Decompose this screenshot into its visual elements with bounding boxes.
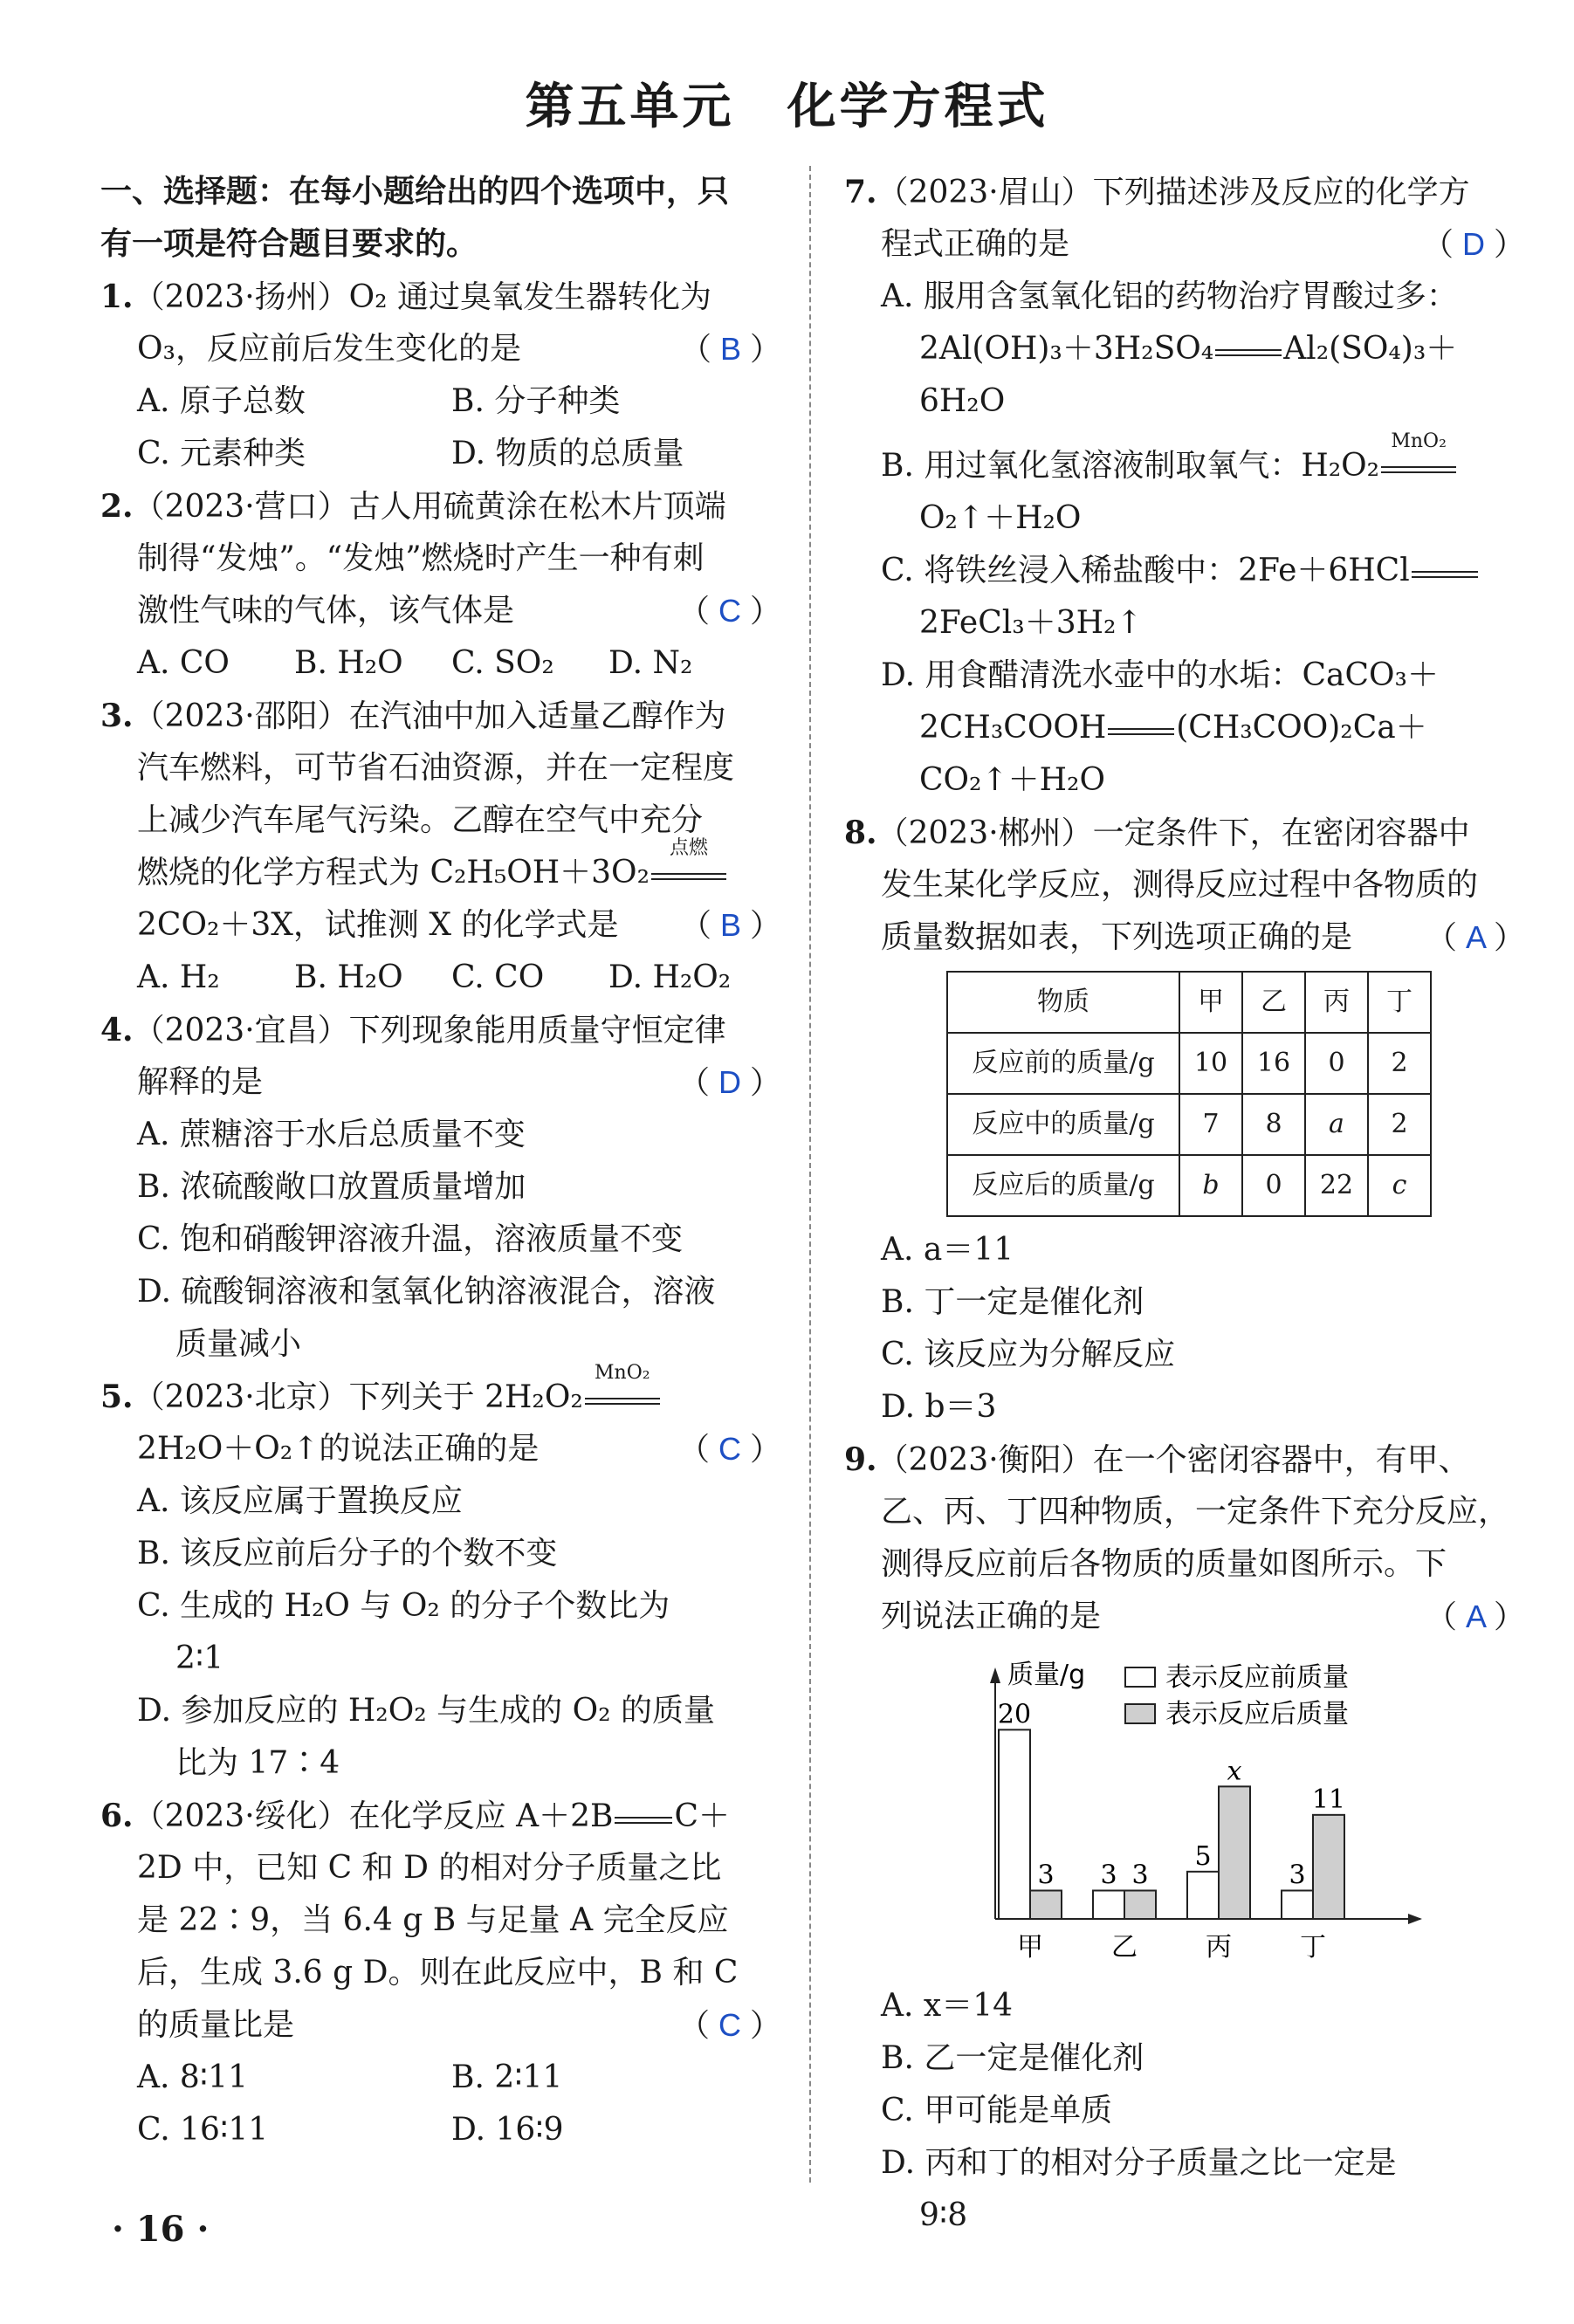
- option-b: B. 乙一定是催化剂: [881, 2040, 1144, 2076]
- question-text: 汽车燃料，可节省石油资源，并在一定程度: [137, 750, 735, 786]
- question-text: 列说法正确的是: [881, 1599, 1102, 1634]
- reaction-condition: 点燃: [650, 857, 728, 892]
- option-d: D. N₂: [608, 645, 693, 681]
- question-text: 质量数据如表，下列选项正确的是: [881, 919, 1353, 955]
- table-row: [947, 1094, 1431, 1155]
- category-label: 丙: [1206, 1932, 1232, 1963]
- question-text: 制得“发烛”。“发烛”燃烧时产生一种有刺: [137, 540, 705, 576]
- answer-badge: （ D ）: [677, 1064, 781, 1100]
- question-text: （2023·眉山）下列描述涉及反应的化学方: [876, 175, 1470, 210]
- question-text: 后，生成 3.6 g D。则在此反应中，B 和 C: [137, 1955, 739, 1991]
- option-d: D. 物质的总质量: [451, 436, 684, 471]
- table-header-row: [947, 972, 1431, 1033]
- option-d: D. H₂O₂: [608, 959, 732, 995]
- table-cell: 0: [1305, 1033, 1368, 1094]
- answer-badge: （ D ）: [1421, 226, 1525, 262]
- legend-label: 表示反应后质量: [1165, 1699, 1349, 1729]
- bar-label: 3: [1037, 1860, 1055, 1891]
- table-cell: 16: [1242, 1033, 1305, 1094]
- bar-label: 3: [1131, 1860, 1149, 1891]
- question-text: （2023·郴州）一定条件下，在密闭容器中: [876, 815, 1470, 851]
- option-b: B. 用过氧化氢溶液制取氧气：H₂O₂: [881, 448, 1380, 484]
- section-heading: 一、选择题：在每小题给出的四个选项中，只: [100, 174, 730, 210]
- table-header-cell: 乙: [1242, 972, 1305, 1033]
- option-b: B. 分子种类: [451, 383, 621, 419]
- question-text: 测得反应前后各物质的质量如图所示。下: [881, 1546, 1447, 1582]
- bar: [1030, 1891, 1062, 1920]
- bar: [1282, 1891, 1313, 1920]
- answer-badge: （ B ）: [679, 907, 781, 943]
- table-cell: a: [1305, 1094, 1368, 1155]
- question-text: （2023·扬州）O₂ 通过臭氧发生器转化为: [133, 279, 712, 315]
- option-d-cont: 质量减小: [175, 1326, 302, 1362]
- option-d: D. 参加反应的 H₂O₂ 与生成的 O₂ 的质量: [137, 1693, 715, 1729]
- page-title: 第五单元 化学方程式: [525, 79, 1049, 135]
- question-text: 2CO₂＋3X，试推测 X 的化学式是: [137, 907, 619, 943]
- equation-text: 2Al(OH)₃＋3H₂SO₄: [919, 331, 1214, 367]
- table-cell: 10: [1179, 1033, 1242, 1094]
- table-header-cell: 物质: [947, 972, 1179, 1033]
- table-row: [947, 1155, 1431, 1216]
- option-a: A. CO: [137, 645, 230, 681]
- legend-swatch: [1125, 1704, 1155, 1723]
- question-text: 解释的是: [137, 1064, 264, 1100]
- column-divider: [809, 166, 811, 2183]
- bar: [1187, 1872, 1219, 1919]
- category-label: 丁: [1300, 1932, 1326, 1963]
- category-label: 乙: [1111, 1932, 1138, 1963]
- question-text: 上减少汽车尾气污染。乙醇在空气中充分: [137, 802, 704, 838]
- option-b: B. 浓硫酸敞口放置质量增加: [137, 1169, 526, 1205]
- question-text: 2D 中，已知 C 和 D 的相对分子质量之比: [137, 1850, 722, 1886]
- table-cell: 反应后的质量/g: [947, 1155, 1179, 1216]
- equation-text: Al₂(SO₄)₃＋: [1283, 331, 1458, 367]
- y-axis-arrow: [990, 1667, 1000, 1683]
- question-3: [100, 690, 781, 1004]
- bar: [1219, 1786, 1250, 1919]
- chart-svg: [844, 1648, 1525, 1980]
- table-cell: b: [1179, 1155, 1242, 1216]
- question-number: 6.: [100, 1798, 134, 1834]
- category-label: 甲: [1017, 1932, 1043, 1963]
- equals-sign: [1106, 712, 1176, 747]
- answer-badge: （ C ）: [677, 1431, 781, 1467]
- bar: [1124, 1891, 1156, 1920]
- table-cell: 0: [1242, 1155, 1305, 1216]
- option-a: A. 原子总数: [137, 383, 306, 419]
- bar-label: 20: [997, 1699, 1032, 1730]
- answer-badge: （ A ）: [1425, 919, 1525, 955]
- answer-badge: （ C ）: [677, 2007, 781, 2043]
- table-header-cell: 丙: [1305, 972, 1368, 1033]
- question-number: 7.: [844, 174, 877, 210]
- question-number: 9.: [844, 1441, 877, 1478]
- question-text: 2H₂O＋O₂↑的说法正确的是: [137, 1431, 540, 1467]
- option-c: C. 将铁丝浸入稀盐酸中：2Fe＋6HCl: [881, 553, 1410, 588]
- question-text: C＋: [674, 1798, 731, 1834]
- bar: [1093, 1891, 1124, 1920]
- bar-label: x: [1227, 1756, 1242, 1787]
- option-c: C. 甲可能是单质: [881, 2093, 1113, 2128]
- page-number: · 16 ·: [112, 2209, 210, 2250]
- option-a: A. 服用含氢氧化铝的药物治疗胃酸过多：: [881, 278, 1458, 314]
- equals-sign: [613, 1801, 674, 1836]
- question-2: [100, 480, 781, 690]
- question-number: 2.: [100, 488, 134, 525]
- question-7: [844, 166, 1525, 807]
- legend-label: 表示反应前质量: [1165, 1662, 1349, 1693]
- equation-text: 2FeCl₃＋3H₂↑: [919, 605, 1143, 641]
- bar-label: 5: [1194, 1840, 1212, 1872]
- section-heading-cont: 有一项是符合题目要求的。: [100, 226, 478, 262]
- bar-label: 11: [1311, 1784, 1346, 1815]
- option-a: A. 蔗糖溶于水后总质量不变: [137, 1117, 526, 1152]
- question-6: [100, 1790, 781, 2156]
- answer-badge: （ C ）: [677, 593, 781, 629]
- question-8: [844, 807, 1525, 1434]
- x-axis-arrow: [1408, 1914, 1422, 1924]
- question-number: 4.: [100, 1012, 134, 1049]
- option-c: C. SO₂: [451, 645, 554, 681]
- bar-label: 3: [1289, 1860, 1306, 1891]
- question-4: [100, 1004, 781, 1371]
- left-column: [100, 166, 781, 2156]
- question-text: （2023·邵阳）在汽油中加入适量乙醇作为: [133, 698, 726, 734]
- reaction-condition: MnO₂: [1379, 450, 1458, 485]
- question-text: 的质量比是: [137, 2007, 295, 2043]
- question-text: 激性气味的气体，该气体是: [137, 593, 515, 629]
- table-row: [947, 1033, 1431, 1094]
- question-number: 5.: [100, 1379, 134, 1415]
- table-cell: 反应中的质量/g: [947, 1094, 1179, 1155]
- question-text: （2023·衡阳）在一个密闭容器中，有甲、: [876, 1442, 1470, 1478]
- option-c: C. 元素种类: [137, 436, 306, 471]
- answer-badge: （ B ）: [679, 331, 781, 367]
- option-c: C. 饱和硝酸钾溶液升温，溶液质量不变: [137, 1221, 684, 1257]
- mass-table: [946, 971, 1432, 1217]
- question-text: 是 22∶9，当 6.4 g B 与足量 A 完全反应: [137, 1902, 729, 1938]
- table-cell: 2: [1368, 1033, 1431, 1094]
- equation-text: (CH₃COO)₂Ca＋: [1176, 710, 1427, 746]
- question-text: 程式正确的是: [881, 226, 1070, 262]
- question-text: （2023·绥化）在化学反应 A＋2B: [133, 1798, 614, 1834]
- question-text: （2023·宜昌）下列现象能用质量守恒定律: [133, 1013, 726, 1049]
- option-a: A. 该反应属于置换反应: [137, 1483, 463, 1519]
- equals-sign: [1410, 555, 1480, 590]
- option-c: C. 16∶11: [137, 2112, 269, 2148]
- table-cell: 反应前的质量/g: [947, 1033, 1179, 1094]
- option-c: C. 生成的 H₂O 与 O₂ 的分子个数比为: [137, 1588, 670, 1624]
- question-text: （2023·营口）古人用硫黄涂在松木片顶端: [133, 489, 726, 525]
- option-b: B. H₂O: [294, 645, 403, 681]
- question-text: O₃，反应前后发生变化的是: [137, 331, 521, 367]
- answer-badge: （ A ）: [1425, 1599, 1525, 1634]
- reaction-condition: MnO₂: [583, 1382, 662, 1417]
- option-b: B. H₂O: [294, 959, 403, 995]
- table-header-cell: 丁: [1368, 972, 1431, 1033]
- equation-text: O₂↑＋H₂O: [919, 500, 1082, 536]
- option-b: B. 丁一定是催化剂: [881, 1284, 1144, 1320]
- question-text: （2023·北京）下列关于 2H₂O₂: [133, 1379, 583, 1415]
- bar: [999, 1729, 1030, 1919]
- bar-label: 3: [1100, 1860, 1117, 1891]
- option-d-cont: 比为 17∶4: [175, 1745, 340, 1781]
- question-5: [100, 1362, 781, 1790]
- bar: [1313, 1815, 1344, 1919]
- question-text: 发生某化学反应，测得反应过程中各物质的: [881, 867, 1479, 903]
- option-c-cont: 2∶1: [175, 1640, 224, 1676]
- question-number: 1.: [100, 278, 134, 315]
- option-c: C. CO: [451, 959, 545, 995]
- option-d: D. 16∶9: [451, 2112, 564, 2148]
- option-b: B. 2∶11: [451, 2059, 563, 2095]
- option-a: A. a＝11: [881, 1232, 1014, 1268]
- table-header-cell: 甲: [1179, 972, 1242, 1033]
- question-number: 8.: [844, 815, 877, 851]
- right-column: [844, 166, 1525, 2242]
- option-c: C. 该反应为分解反应: [881, 1337, 1176, 1372]
- equation-text: CO₂↑＋H₂O: [919, 762, 1105, 798]
- mass-bar-chart: [844, 1648, 1525, 1980]
- table-cell: c: [1368, 1155, 1431, 1216]
- y-axis-label: 质量/g: [1007, 1660, 1086, 1690]
- table-cell: 7: [1179, 1094, 1242, 1155]
- question-9: [844, 1434, 1525, 2242]
- option-d: D. b＝3: [881, 1389, 997, 1425]
- option-b: B. 该反应前后分子的个数不变: [137, 1536, 558, 1571]
- table-cell: 22: [1305, 1155, 1368, 1216]
- option-a: A. 8∶11: [137, 2059, 248, 2095]
- option-a: A. x＝14: [881, 1988, 1013, 2024]
- equation-text: 2CH₃COOH: [919, 710, 1107, 746]
- equation-text: 6H₂O: [919, 383, 1006, 419]
- question-text: 乙、丙、丁四种物质，一定条件下充分反应，: [881, 1494, 1510, 1530]
- option-a: A. H₂: [137, 959, 220, 995]
- equals-sign: [1213, 333, 1283, 368]
- option-d: D. 用食醋清洗水壶中的水垢：CaCO₃＋: [881, 657, 1439, 693]
- table-cell: 2: [1368, 1094, 1431, 1155]
- legend-swatch: [1125, 1667, 1155, 1687]
- question-text: 燃烧的化学方程式为 C₂H₅OH＋3O₂: [137, 855, 650, 890]
- option-d: D. 丙和丁的相对分子质量之比一定是: [881, 2145, 1397, 2181]
- question-1: [100, 271, 781, 480]
- option-d: D. 硫酸铜溶液和氢氧化钠溶液混合，溶液: [137, 1274, 716, 1310]
- option-d-cont: 9∶8: [919, 2197, 968, 2233]
- question-number: 3.: [100, 698, 134, 734]
- table-cell: 8: [1242, 1094, 1305, 1155]
